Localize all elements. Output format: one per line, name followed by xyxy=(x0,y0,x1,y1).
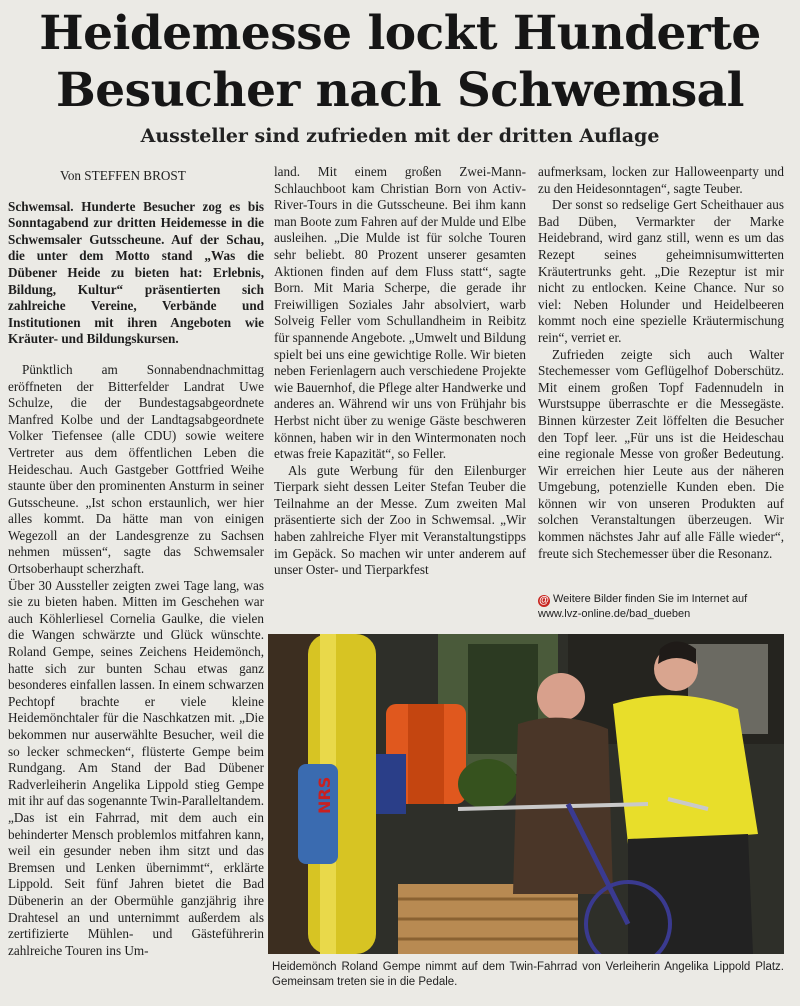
article-paragraph: aufmerksam, locken zur Halloweenparty und zu den Heidesonntagen“, sagte Teuber. xyxy=(538,164,784,196)
byline: Von STEFFEN BROST xyxy=(60,168,186,183)
article-column-3 xyxy=(538,164,784,562)
article-column-1 xyxy=(8,164,264,959)
article-photo xyxy=(268,634,784,954)
web-reference-text: Weitere Bilder finden Sie im Internet auf xyxy=(553,593,748,605)
photo-illustration xyxy=(268,634,784,954)
photo-caption: Heidemönch Roland Gempe nimmt auf dem Twin-Fahrrad von Verleiherin Angelika Lippold Platz. Gemeinsam treten sie in die Pedale. xyxy=(272,961,784,988)
at-icon: @ xyxy=(539,595,549,606)
headline: Heidemesse lockt Hunderte Besucher nach Schwemsal xyxy=(39,6,761,118)
boat-label: NRS xyxy=(315,776,334,814)
article-paragraph: Als gute Werbung für den Eilenburger Tierpark sieht dessen Leiter Stefan Teuber die Teilnahme an der Messe. Zum zweiten Mal präsentierte sich der Zoo in Schwemsal. „Wir haben zahlreiche Flyer mit Veranstaltungstipps im Gepäck. So machen wir unter anderem auf unser Oster- und Tierparkfest xyxy=(274,462,526,578)
article-paragraph: Der sonst so redselige Gert Scheithauer aus Bad Düben, Vermarkter der Marke Heidebrand, wird ganz still, wenn es um das Rezept seines geheimnisumwitterten Kräutertrunks geht. „Die Rezeptur ist mir nicht zu entlocken. Keine Chance. Nur so viel: Neben Holunder und Heidelbeeren kommt noch eine spezielle Kräutermischung rein“, verriet er. xyxy=(538,197,784,345)
article-column-2 xyxy=(274,164,526,579)
article-paragraph: Zufrieden zeigte sich auch Walter Stechemesser vom Geflügelhof Doberschütz. Mit einem großen Topf Fadennudeln in Wurstsuppe überraschte er die Messegäste. Binnen kürzester Zeit löffelten die Besucher den Topf leer. „Für uns ist die Heideschau eine regionale Messe von großer Bedeutung. Wir erreichen hier Leute aus der näheren Umgebung, potenzielle Kunden eben. Die können wir von unseren Produkten auf solchen Veranstaltungen überzeugen. Wir kommen nächstes Jahr auf alle Fälle wieder“, freute sich Stechemesser über die Resonanz. xyxy=(538,346,784,561)
web-reference xyxy=(538,592,788,621)
article-paragraph: land. Mit einem großen Zwei-Mann-Schlauchboot kam Christian Born von Activ-River-Tours in die Gutsscheune. Bei ihm kann man Boote zum Fahren auf der Mulde und Elbe ausleihen. „Die Mulde ist für solche Touren sehr beliebt. 80 Prozent unserer gesamten Aktionen finden auf dem Fluss statt“, sagte Born. Mit Maria Scherpe, die gerade ihr Freiwilligen Soziales Jahr absolviert, warb Solveig Feller vom Schullandheim in Reibitz für spannende Angebote. „Umwelt und Bildung spielt bei uns eine gewichtige Rolle. Wir bieten neben Ferienlagern auch verschiedene Projekte wie Bauernhof, die Pflege alter Handwerke und anderes an. Während wir uns von Frühjahr bis Herbst nicht über zu wenige Gäste beschweren können, haben wir in den Wintermonaten noch etwas freie Kapazität“, so Feller. xyxy=(274,164,526,462)
article-paragraph: Pünktlich am Sonnabendnachmittag eröffneten der Bitterfelder Landrat Uwe Schulze, die der Bundestagsabgeordnete Manfred Kolbe und der Landtagsabgeordnete Volker Tiefensee (alle CDU) sowie weitere Vertreter aus dem öffentlichen Leben die Heideschau. Auch Gastgeber Gottfried Weihe staunte über den prominenten Ansturm in seiner Gutsscheune. „Ist schon erstaunlich, wer hier alles kommt. Da hätte man von einigen Wegezoll an der Landesgrenze zu Sachsen nehmen müssen“, sagte das Schwemsaler Ortsoberhaupt scherzhaft. xyxy=(8,361,264,577)
subheadline: Aussteller sind zufrieden mit der dritten Auflage xyxy=(140,125,660,147)
web-reference-url[interactable]: www.lvz-online.de/bad_dueben xyxy=(538,608,691,620)
lead-paragraph: Schwemsal. Hunderte Besucher zog es bis Sonntagabend zur dritten Heidemesse in die Schwemsaler Gutsscheune. Auf der Schau, die unter dem Motto stand „Was die Dübener Heide zu bieten hat: Erlebnis, Bildung, Kultur“ präsentierten sich zahlreiche Vereine, Verbände und Institutionen mit ihren Angeboten wie Kräuter- und Bildungskursen. xyxy=(8,198,264,347)
article-paragraph: Über 30 Aussteller zeigten zwei Tage lang, was sie zu bieten haben. Mitten im Geschehen war auch Köhlerliesel Cornelia Gaulke, die vielen die Wangen schwärzte und Glück wünschte. Roland Gempe, seines Zeichens Heidemönch, hatte sich zur bunten Schau etwas ganz besonderes einfallen lassen. In einem schwarzen Pechtopf brachte er viele kleine Heidemönchtaler für die Naschkatzen mit. „Die bekommen nur auserwählte Besucher, weil die so lecker schmecken“, flüsterte Gempe beim Rundgang. Am Stand der Bad Dübener Radverleiherin Angelika Lippold stieg Gempe mit ihr auf das sogenannte Twin-Paralleltandem. „Das ist ein Fahrrad, mit dem auch ein behinderter Mensch problemlos mitfahren kann, weil ein gesunder neben ihm sitzt und das Bremsen und Lenken übernimmt“, erklärte Lippold. Seit fünf Jahren bietet die Bad Dübenerin an der Obermühle ganzjährig ihre Drahtesel an und unternimmt außerdem als zertifizierte Mühlen- und Gästeführerin zahlreiche Touren ins Um- xyxy=(8,577,264,958)
man-figure xyxy=(537,673,585,721)
